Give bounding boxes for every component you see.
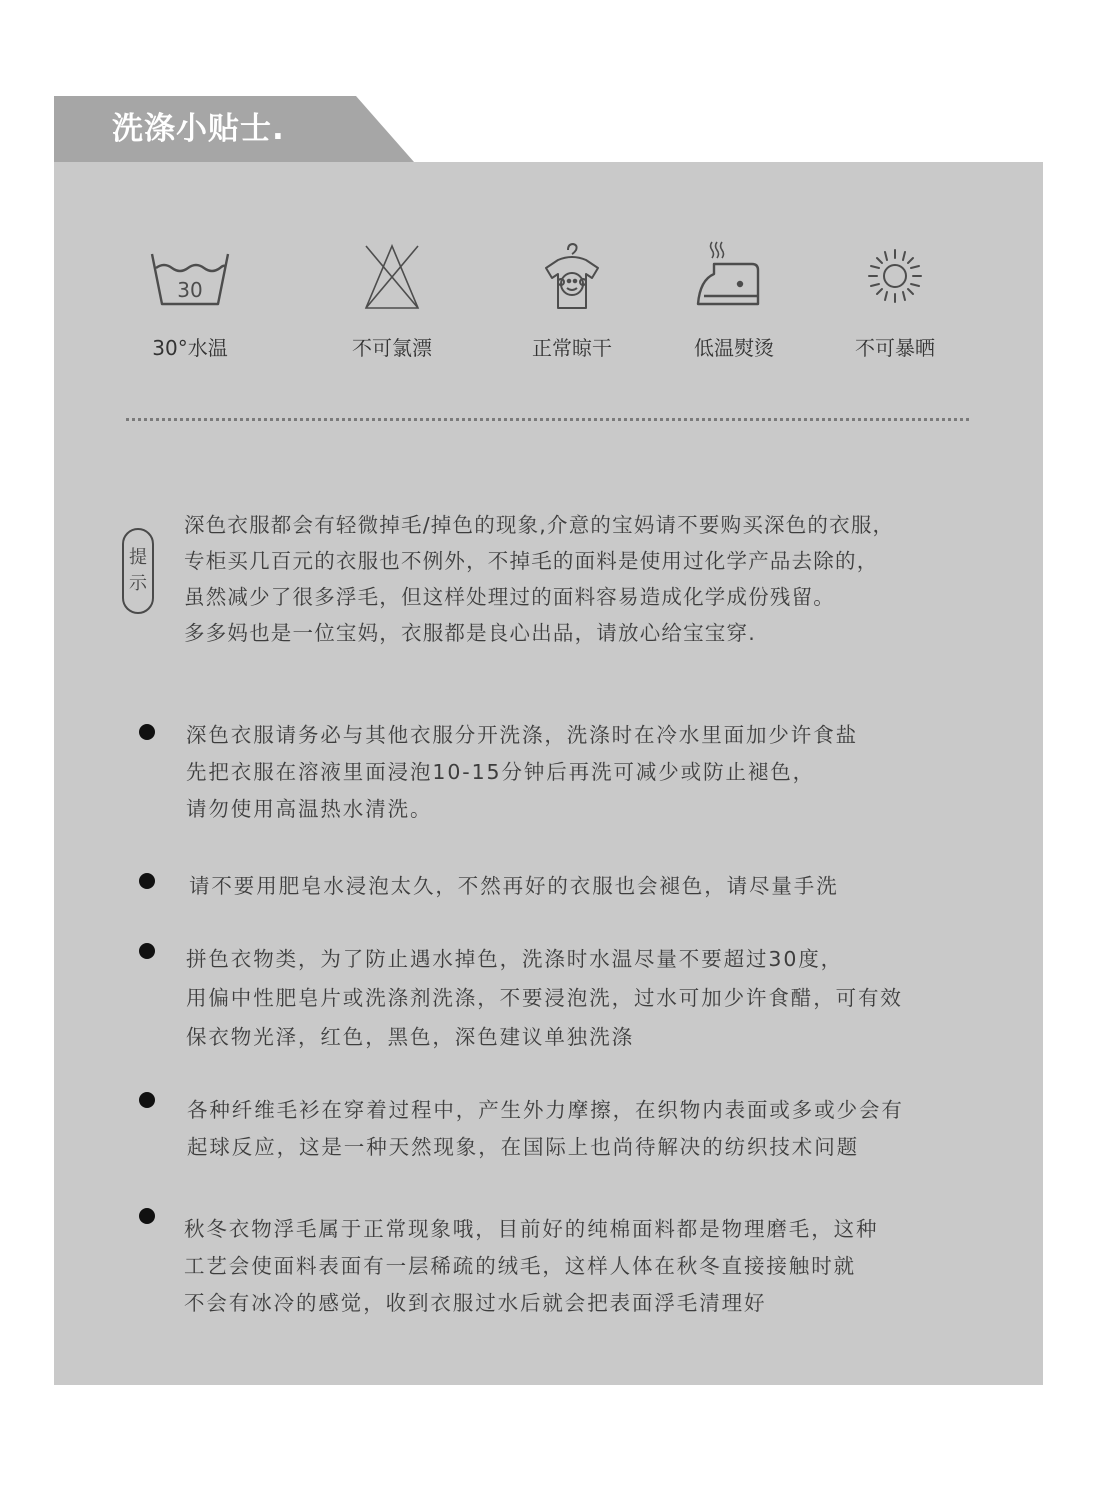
care-item-dry: [497, 236, 647, 366]
care-label-sun: 不可暴晒: [855, 336, 935, 360]
care-label-dry: 正常晾干: [532, 336, 612, 360]
care-label-wash: 30°水温: [152, 336, 228, 360]
tip-text: [184, 507, 1044, 651]
bullet-dot: [139, 943, 155, 959]
care-tip-line: 秋冬衣物浮毛属于正常现象哦，目前好的纯棉面料都是物理磨毛，这种: [184, 1217, 879, 1241]
care-item-bleach: [317, 236, 467, 366]
dotted-divider: [126, 418, 969, 421]
care-tip-line: 先把衣服在溶液里面浸泡10-15分钟后再洗可减少或防止褪色，: [186, 760, 816, 784]
care-tip-line: 各种纤维毛衫在穿着过程中，产生外力摩擦，在织物内表面或多或少会有: [187, 1098, 904, 1122]
care-tip-paragraph: [184, 1211, 1044, 1322]
tip-line: 深色衣服都会有轻微掉毛/掉色的现象,介意的宝妈请不要购买深色的衣服，: [184, 513, 895, 537]
page-title: 洗涤小贴士.: [112, 111, 285, 147]
care-tip-paragraph: [186, 717, 1046, 828]
care-item-wash: [115, 236, 265, 366]
care-tip-paragraph: [187, 1092, 1047, 1166]
care-tip-line: 请勿使用高温热水清洗。: [186, 797, 433, 821]
bullet-dot: [139, 724, 155, 740]
bullet-dot: [139, 1092, 155, 1108]
care-tip-line: 不会有冰冷的感觉，收到衣服过水后就会把表面浮毛清理好: [184, 1291, 767, 1315]
tip-line: 虽然减少了很多浮毛，但这样处理过的面料容易造成化学成份残留。: [184, 585, 835, 609]
hang-dry-icon: [532, 236, 612, 316]
no-sun-icon: [855, 236, 935, 316]
care-item-sun: [820, 236, 970, 366]
wash-30-icon: [150, 236, 230, 316]
care-tip-line: 拼色衣物类，为了防止遇水掉色，洗涤时水温尽量不要超过30度，: [186, 947, 844, 971]
care-tip-line: 保衣物光泽，红色，黑色，深色建议单独洗涤: [186, 1025, 634, 1049]
tip-line: 专柜买几百元的衣服也不例外，不掉毛的面料是使用过化学产品去除的，: [184, 549, 879, 573]
no-bleach-icon: [352, 236, 432, 316]
care-tip-line: 深色衣服请务必与其他衣服分开洗涤，洗涤时在冷水里面加少许食盐: [186, 723, 858, 747]
care-tip-paragraph: [186, 940, 1046, 1057]
tip-line: 多多妈也是一位宝妈，衣服都是良心出品，请放心给宝宝穿.: [184, 621, 756, 645]
bullet-dot: [139, 1208, 155, 1224]
care-item-iron: [659, 236, 809, 366]
care-tip-line: 用偏中性肥皂片或洗涤剂洗涤，不要浸泡洗，过水可加少许食醋，可有效: [186, 986, 903, 1010]
tip-badge-char: 示: [129, 573, 147, 594]
bullet-dot: [139, 873, 155, 889]
tip-badge: [122, 528, 154, 614]
care-tip-line: 工艺会使面料表面有一层稀疏的绒毛，这样人体在秋冬直接接触时就: [184, 1254, 856, 1278]
care-tip-line: 请不要用肥皂水浸泡太久，不然再好的衣服也会褪色，请尽量手洗: [189, 874, 839, 898]
care-label-iron: 低温熨烫: [694, 336, 774, 360]
iron-low-icon: [694, 236, 774, 316]
care-tip-paragraph: [189, 867, 1049, 905]
tip-badge-char: 提: [129, 547, 147, 568]
wash-temperature-text: 30: [177, 278, 203, 302]
care-tip-line: 起球反应，这是一种天然现象，在国际上也尚待解决的纺织技术问题: [187, 1135, 859, 1159]
care-label-bleach: 不可氯漂: [352, 336, 432, 360]
